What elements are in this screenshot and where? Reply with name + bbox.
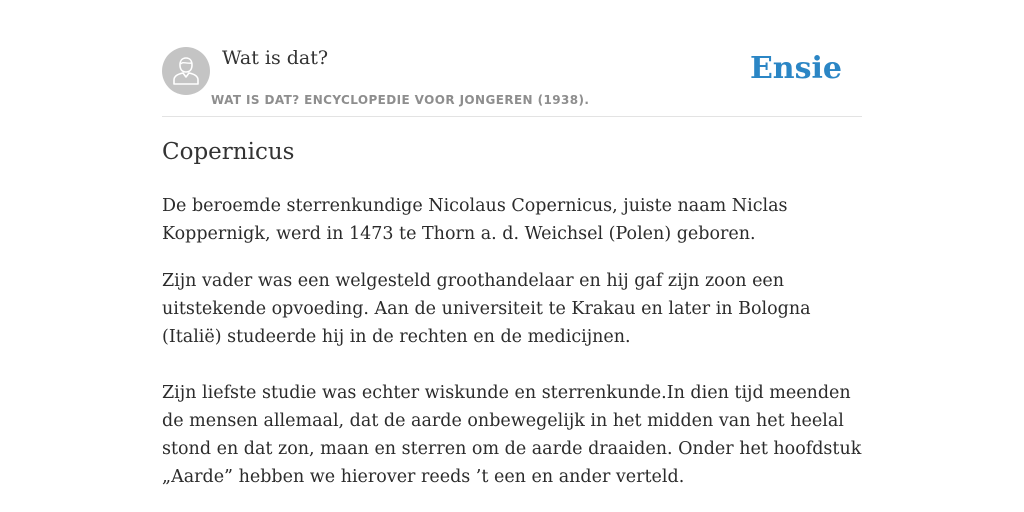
source-title[interactable]: Wat is dat? bbox=[222, 47, 329, 69]
article-body bbox=[162, 192, 862, 491]
avatar[interactable] bbox=[162, 47, 210, 95]
paragraph: De beroemde sterrenkundige Nicolaus Copernicus, juiste naam Niclas Koppernigk, werd in 1473 te Thorn a. d. Weichsel (Polen) geboren. bbox=[162, 196, 788, 244]
paragraph: Zijn vader was een welgesteld groothandelaar en hij gaf zijn zoon een uitstekende opvoeding. Aan de universiteit te Krakau en later in Bologna (Italië) studeerde hij in de rechten en de medicijnen. bbox=[162, 271, 811, 347]
paragraph: Zijn liefste studie was echter wiskunde en sterrenkunde.In dien tijd meenden de mensen allemaal, dat de aarde onbewegelijk in het midden van het heelal stond en dat zon, maan en sterren om de aarde draaiden. Onder het hoofdstuk „Aarde” hebben we hierover reeds ’t een en ander verteld. bbox=[162, 383, 862, 487]
article-title: Copernicus bbox=[162, 139, 295, 165]
brand-logo[interactable]: Ensie bbox=[749, 51, 842, 86]
user-icon bbox=[172, 55, 200, 85]
source-subtitle: WAT IS DAT? ENCYCLOPEDIE VOOR JONGEREN (1938). bbox=[211, 93, 590, 107]
source-header bbox=[162, 46, 862, 117]
